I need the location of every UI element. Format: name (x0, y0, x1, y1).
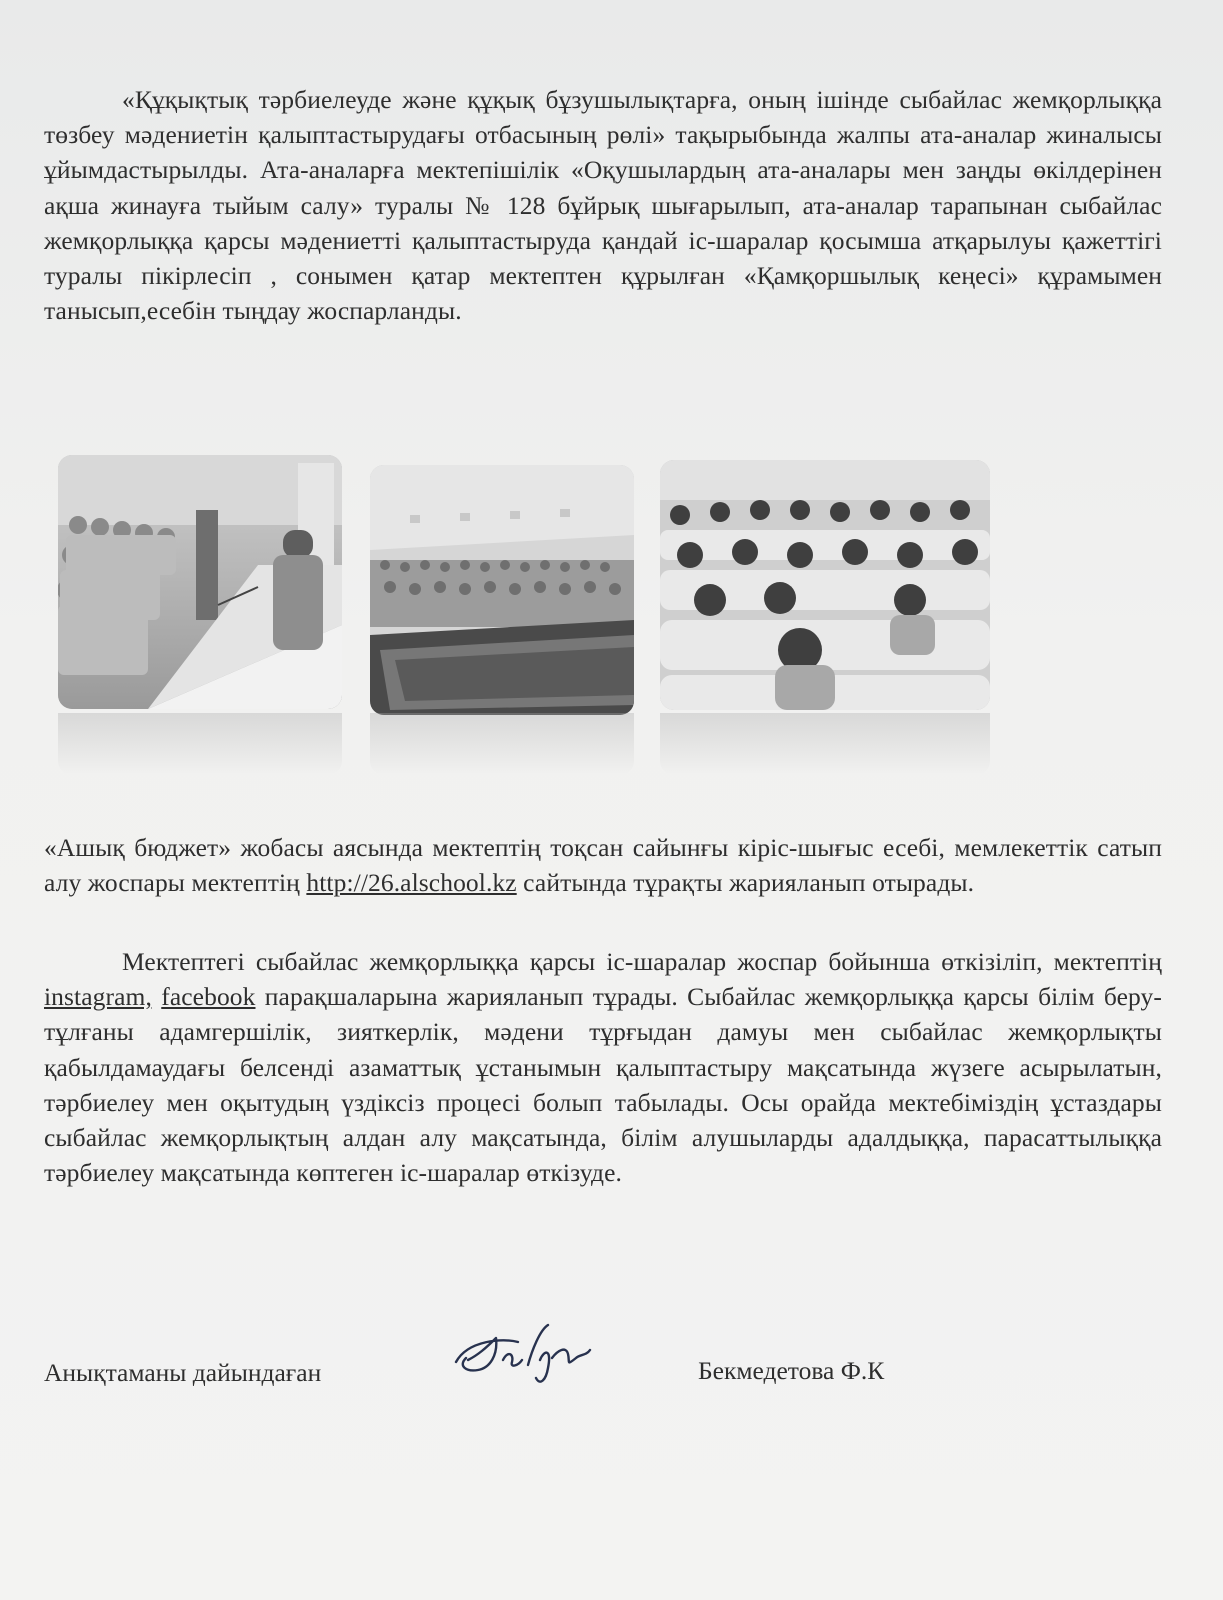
paragraph-open-budget-text: «Ашық бюджет» жобасы аясында мектептің тоқсан сайынғы кіріс-шығыс есебі, мемлекеттік сатып алу жоспары мектептің (44, 833, 1162, 898)
meeting-photo-audience (660, 460, 990, 710)
photo-reflection (370, 713, 634, 775)
paragraph-anticorruption-text: Мектептегі сыбайлас жемқорлыққа қарсы іс-шаралар жоспар бойынша өткізіліп, мектептің (122, 947, 1162, 976)
facebook-link[interactable]: facebook (161, 982, 256, 1012)
paragraph-anticorruption (44, 944, 1162, 1190)
paragraph-anticorruption-tail: парақшаларына жарияланып тұрады. Сыбайлас жемқорлыққа қарсы білім беру-тұлғаны адамгершілік, зияткерлік, мәдени тұрғыдан дамуы мен сыбайлас жемқорлықты қабылдамаудағы белсенді азаматтық ұстанымын қалыптастыру мақсатында жүзеге асырылатын, тәрбиелеу мен оқытудың үздіксіз процесі болып табылады. Осы орайда мектебіміздің ұстаздары сыбайлас жемқорлықтың алдан алу мақсатында, білім алушыларды адалдыққа, парасаттылыққа тәрбиелеу мақсатында көптеген іс-шаралар өткізуде. (44, 982, 1162, 1188)
meeting-photo-hall (370, 465, 634, 715)
handwritten-signature (448, 1320, 598, 1390)
paragraph-meeting-text: «Құқықтық тәрбиелеуде және құқық бұзушылықтарға, оның ішінде сыбайлас жемқорлыққа төзбеу мәдениетін қалыптастырудағы отбасының рөлі» тақырыбында жалпы ата-аналар жиналысы ұйымдастырылды. Ата-аналарға мектепішілік «Оқушылардың ата-аналары мен заңды өкілдерінен ақша жинауға тыйым салу» туралы № 128 бұйрық шығарылып, ата-аналар тарапынан сыбайлас жемқорлыққа қарсы мәдениетті қалыптастыруда қандай іс-шаралар қосымша атқарылуы қажеттігі туралы пікірлесіп , сонымен қатар мектептен құрылған «Қамқоршылық кеңесі» құрамымен танысып,есебін тыңдау жоспарланды. (44, 85, 1162, 326)
paragraph-open-budget-tail: сайтында тұрақты жарияланып отырады. (516, 868, 975, 898)
signature-block (44, 1320, 1162, 1400)
meeting-photo-presenter (58, 455, 342, 709)
photo-strip (58, 455, 994, 775)
signatory-name: Бекмедетова Ф.К (698, 1356, 885, 1385)
instagram-link[interactable]: instagram, (44, 982, 152, 1012)
school-website-link[interactable]: http://26.alschool.kz (306, 868, 517, 898)
paragraph-meeting (44, 82, 1162, 328)
signature-label: Анықтаманы дайындаған (44, 1358, 322, 1387)
paragraph-open-budget (44, 830, 1162, 900)
photo-reflection (58, 713, 342, 775)
photo-reflection (660, 713, 990, 775)
